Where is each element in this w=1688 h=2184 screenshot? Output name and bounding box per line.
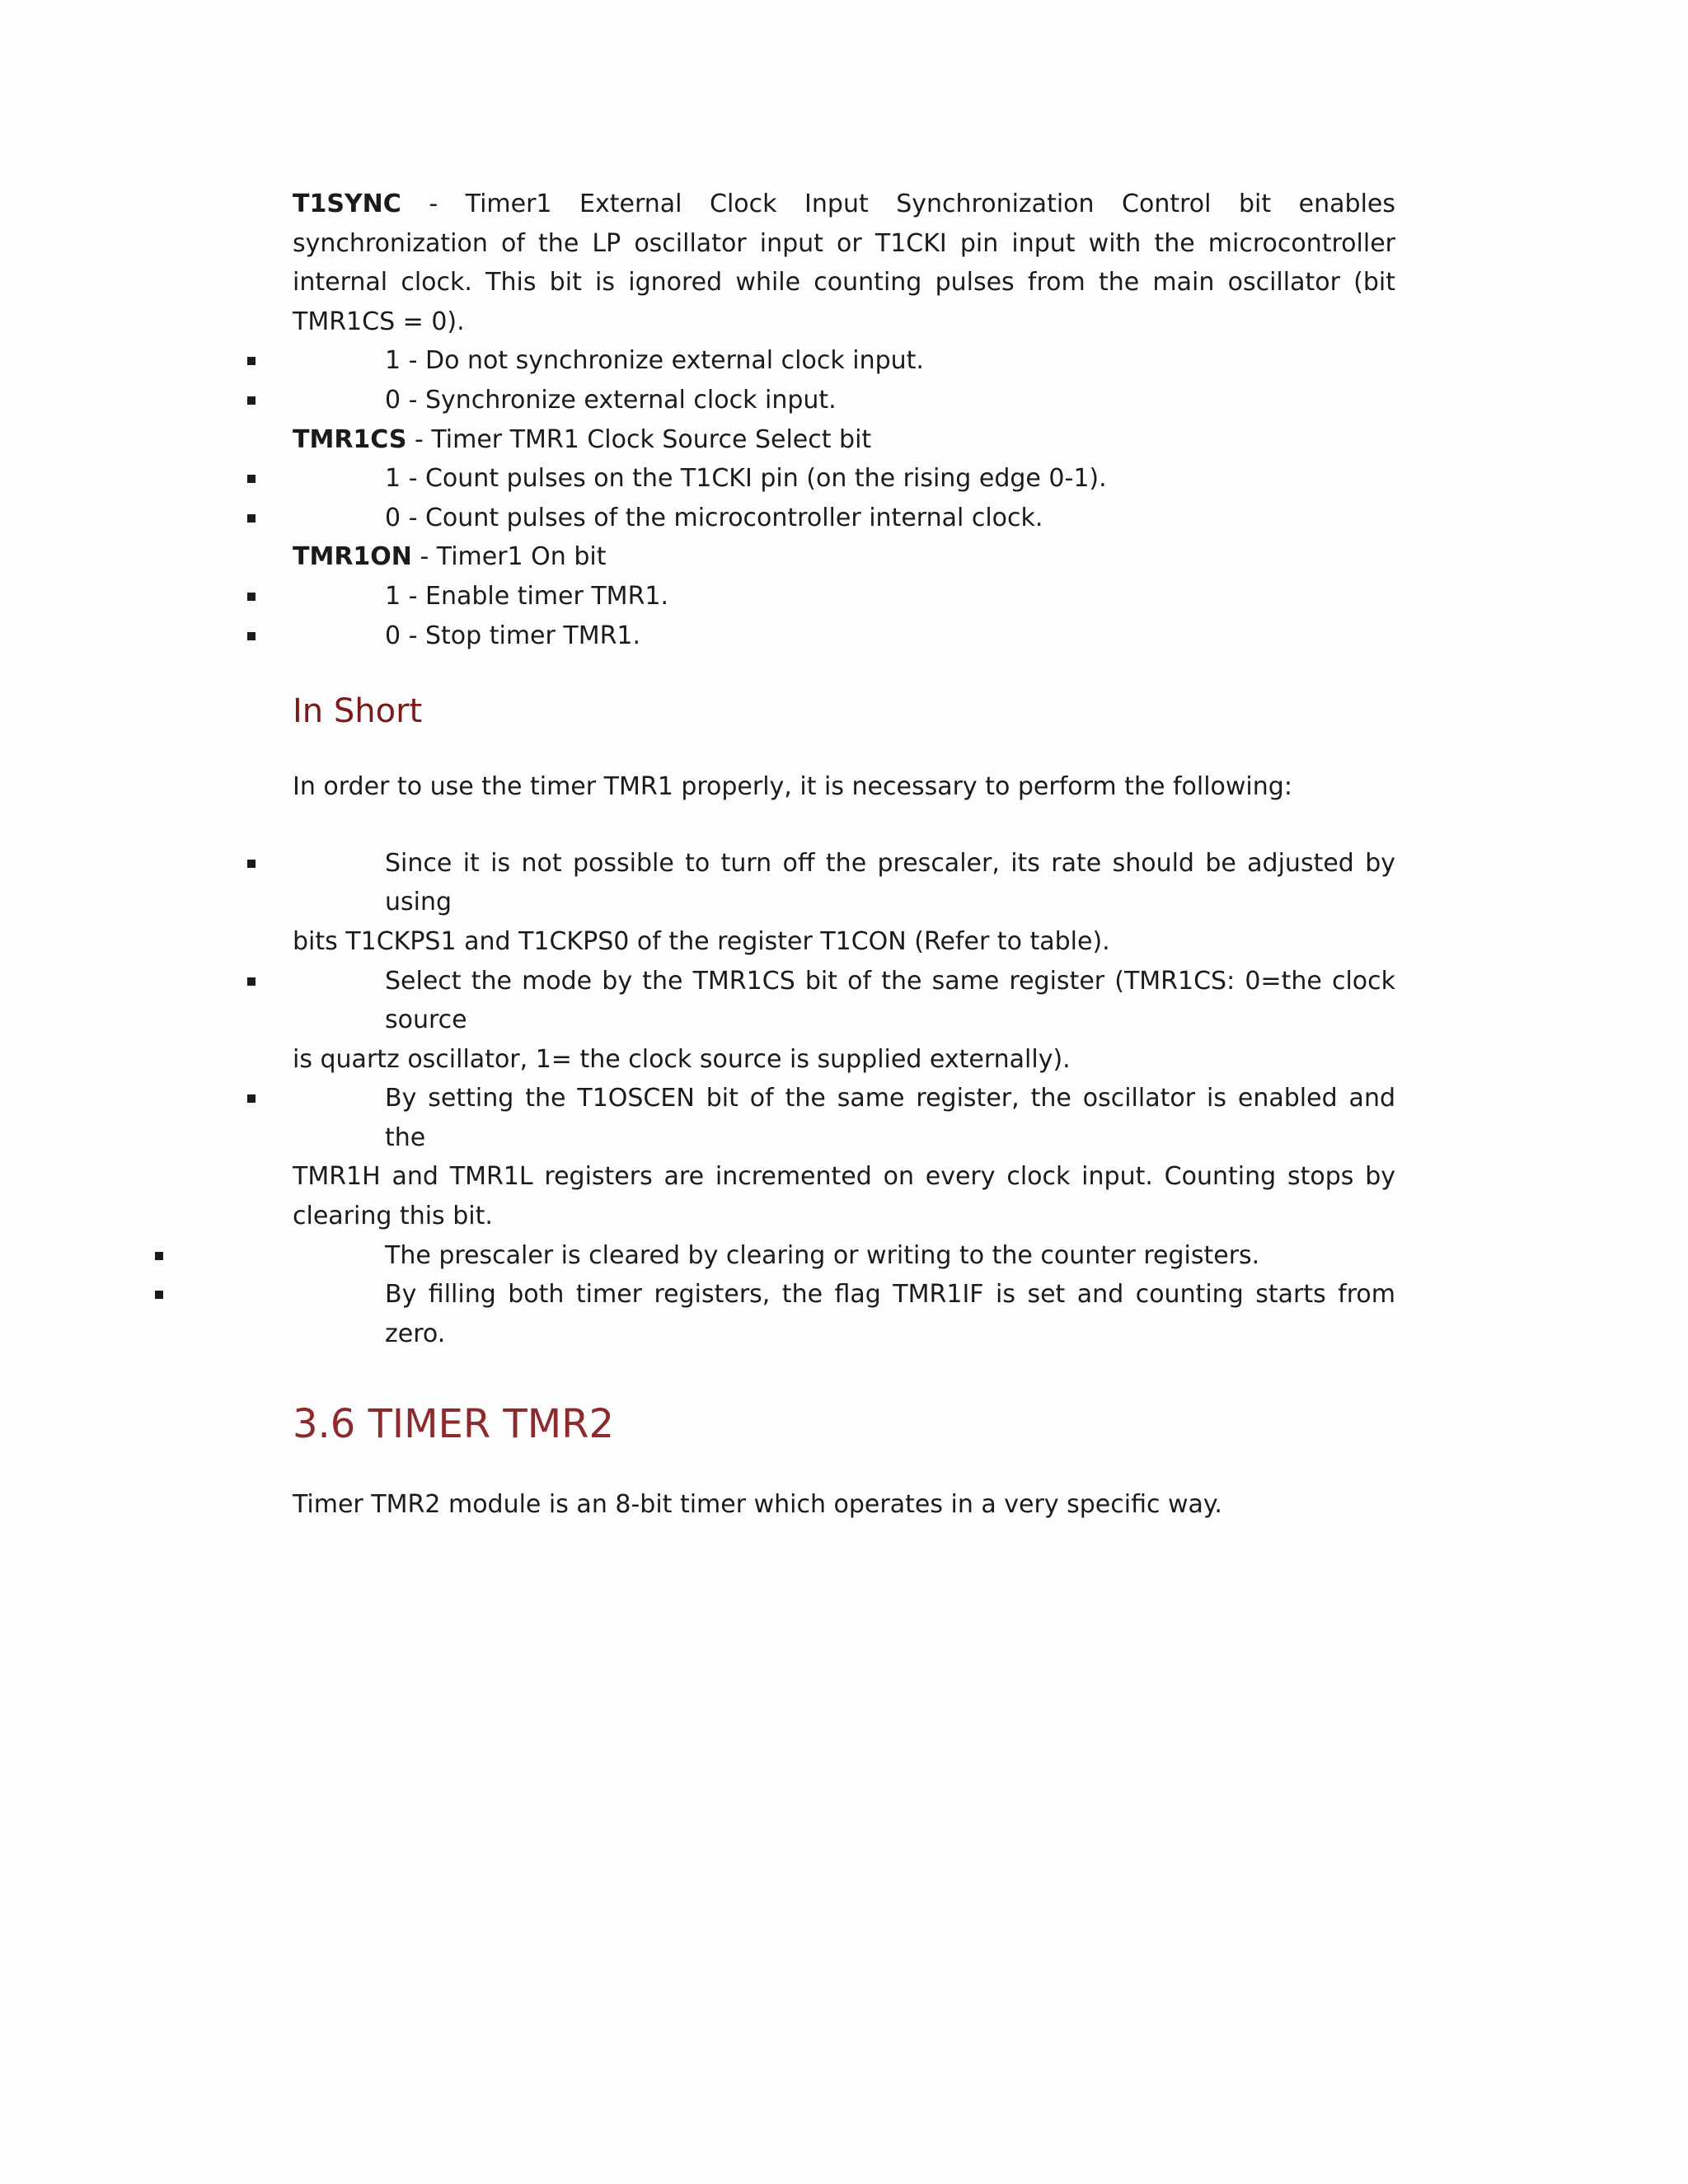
step-rest: is quartz oscillator, 1= the clock source is supplied externally). bbox=[293, 1044, 1071, 1074]
option-text: 0 - Synchronize external clock input. bbox=[385, 385, 837, 415]
step-lead: By filling both timer registers, the flag TMR1IF is set and counting starts from zero. bbox=[385, 1280, 1395, 1348]
list-item bbox=[293, 1079, 1395, 1235]
list-item bbox=[293, 616, 1395, 656]
bullet-icon bbox=[247, 1094, 256, 1103]
list-item bbox=[293, 381, 1395, 420]
step-lead: Since it is not possible to turn off the prescaler, its rate should be adjusted by using bbox=[385, 848, 1395, 917]
bullet-icon bbox=[247, 632, 256, 640]
option-text: 1 - Enable timer TMR1. bbox=[385, 581, 669, 611]
bullet-icon bbox=[247, 977, 256, 986]
tmr1cs-term: TMR1CS bbox=[293, 424, 407, 454]
tmr1on-text: - Timer1 On bit bbox=[411, 542, 607, 572]
bullet-icon bbox=[155, 1252, 163, 1260]
document-body bbox=[293, 185, 1395, 1525]
t1sync-term: T1SYNC bbox=[293, 190, 401, 218]
option-text: 1 - Count pulses on the T1CKI pin (on the rising edge 0-1). bbox=[385, 464, 1107, 494]
step-rest: TMR1H and TMR1L registers are incremented on every clock input. Counting stops by clearing this bit. bbox=[293, 1162, 1395, 1231]
step-lead: By setting the T1OSCEN bit of the same register, the oscillator is enabled and the bbox=[385, 1084, 1395, 1152]
option-text: 1 - Do not synchronize external clock input. bbox=[385, 346, 924, 376]
in-short-heading: In Short bbox=[293, 692, 423, 731]
t1sync-text: - Timer1 External Clock Input Synchronization Control bit enables synchronization of the LP oscillator input or T1CKI pin input with the microcontroller internal clock. This bit is ignored while counting pulses from the main oscillator (bit TMR1CS = 0). bbox=[293, 190, 1395, 336]
list-item bbox=[293, 1275, 1395, 1353]
list-item bbox=[293, 499, 1395, 538]
in-short-intro: In order to use the timer TMR1 properly, it is necessary to perform the following: bbox=[293, 772, 1292, 802]
option-text: 0 - Stop timer TMR1. bbox=[385, 621, 641, 650]
list-item bbox=[293, 1236, 1395, 1276]
list-item bbox=[293, 459, 1395, 499]
step-lead: The prescaler is cleared by clearing or writing to the counter registers. bbox=[385, 1240, 1260, 1270]
tmr1on-description bbox=[293, 537, 1395, 577]
list-item bbox=[293, 577, 1395, 616]
tmr1on-term: TMR1ON bbox=[293, 542, 412, 572]
list-item bbox=[293, 844, 1395, 962]
bullet-icon bbox=[247, 860, 256, 868]
bullet-icon bbox=[247, 475, 256, 483]
tmr1cs-description bbox=[293, 420, 1395, 460]
step-lead: Select the mode by the TMR1CS bit of the same register (TMR1CS: 0=the clock source bbox=[385, 966, 1395, 1035]
option-text: 0 - Count pulses of the microcontroller internal clock. bbox=[385, 503, 1043, 532]
tmr1cs-text: - Timer TMR1 Clock Source Select bit bbox=[406, 424, 872, 454]
section-heading: 3.6 TIMER TMR2 bbox=[293, 1401, 615, 1448]
bullet-icon bbox=[155, 1291, 163, 1299]
section-text: Timer TMR2 module is an 8-bit timer which operates in a very specific way. bbox=[293, 1490, 1222, 1520]
bullet-icon bbox=[247, 593, 256, 601]
list-item bbox=[293, 341, 1395, 381]
bullet-icon bbox=[247, 357, 256, 365]
t1sync-description bbox=[293, 185, 1395, 341]
step-rest: bits T1CKPS1 and T1CKPS0 of the register T1CON (Refer to table). bbox=[293, 926, 1110, 956]
bullet-icon bbox=[247, 396, 256, 405]
bullet-icon bbox=[247, 514, 256, 523]
list-item bbox=[293, 962, 1395, 1080]
